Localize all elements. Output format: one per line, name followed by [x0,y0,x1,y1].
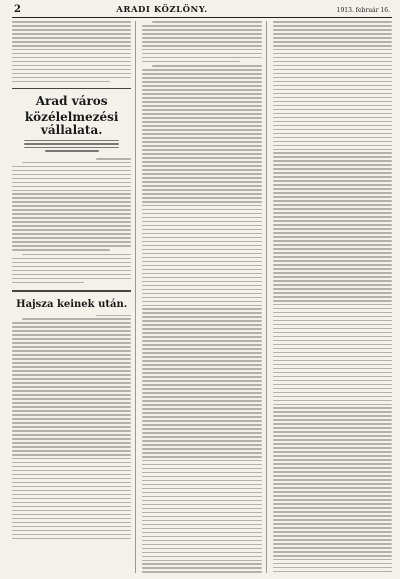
dateline [12,315,131,317]
text-block [12,318,131,539]
columns [12,21,392,573]
page-number: 2 [14,4,21,15]
article-headline-hajsza: Hajsza keinek után. [16,299,128,311]
text-block [273,21,392,573]
divider [12,290,131,292]
divider [12,88,131,89]
column-2 [142,21,266,573]
column-3 [273,21,392,573]
article-headline-arad: Arad város [35,93,108,108]
text-block [12,162,131,251]
article-headline-arad-2: közélelmezési vállalata. [24,110,119,138]
masthead [12,4,392,18]
text-block [12,254,131,283]
dateline [12,158,131,160]
text-block [12,21,131,82]
issue-date: 1913. február 16. [336,7,390,14]
article-subheadline [12,140,131,152]
text-block [142,65,261,573]
newspaper-title: ARADI KÖZLÖNY. [116,5,208,15]
text-block [142,21,261,62]
column-1 [12,21,136,573]
